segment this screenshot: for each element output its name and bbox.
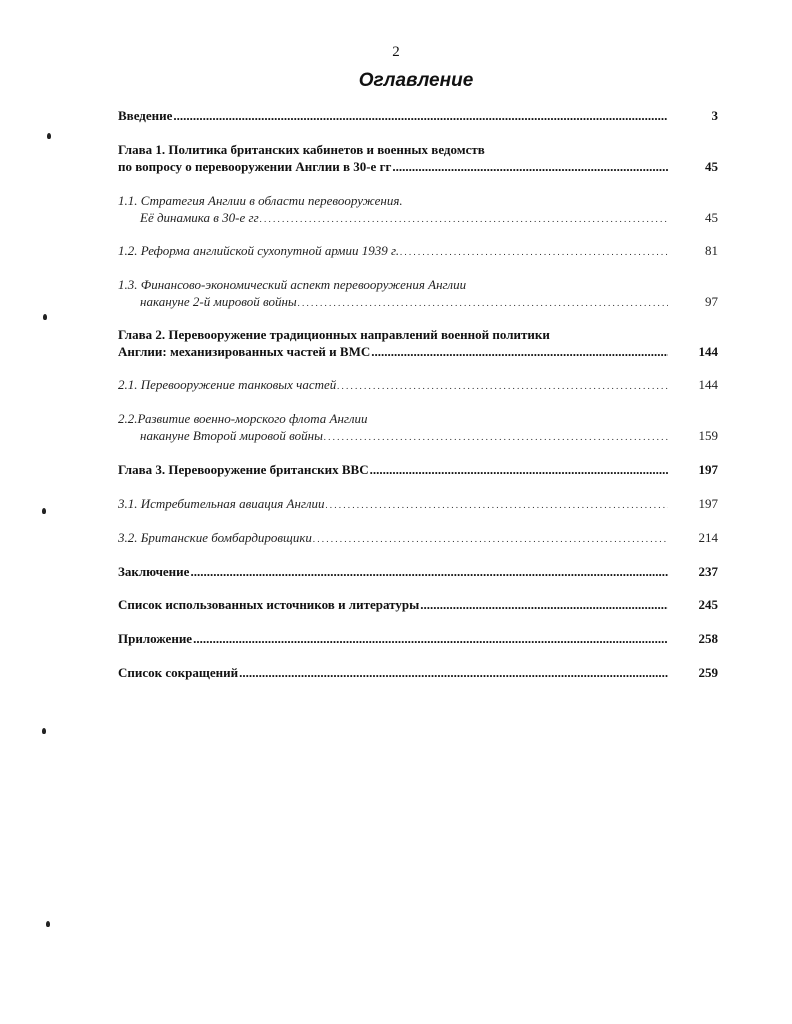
toc-entry-page: 45 bbox=[705, 210, 718, 225]
toc-entry-page: 258 bbox=[698, 631, 718, 646]
toc-entry-page: 45 bbox=[705, 159, 718, 174]
toc-entry-title-line: Её динамика в 30-е гг bbox=[140, 210, 259, 225]
scan-mark bbox=[42, 728, 46, 734]
dot-leader bbox=[370, 461, 668, 478]
toc-entry-title-line: Глава 1. Политика британских кабинетов и военных ведомств bbox=[118, 142, 485, 157]
toc-entry-title: 2.1. Перевооружение танковых частей bbox=[118, 377, 337, 392]
toc-entry-section-1-1[interactable] bbox=[118, 192, 718, 226]
toc-entry-title: Заключение bbox=[118, 564, 190, 579]
toc-entry-title-line: Глава 2. Перевооружение традиционных направлений военной политики bbox=[118, 327, 550, 342]
toc-entry-section-1-3[interactable] bbox=[118, 276, 718, 310]
toc-entry-page: 3 bbox=[711, 108, 718, 123]
dot-leader bbox=[371, 343, 668, 360]
toc-entry-title-line: по вопросу о перевооружении Англии в 30-е гг bbox=[118, 159, 392, 174]
toc-entry-title: Список использованных источников и литературы bbox=[118, 597, 420, 612]
dot-leader bbox=[392, 158, 668, 175]
dot-leader bbox=[298, 293, 668, 312]
dot-leader bbox=[400, 242, 668, 261]
toc-entry-title: Приложение bbox=[118, 631, 193, 646]
toc-entry-chapter-2[interactable] bbox=[118, 326, 718, 360]
dot-leader bbox=[193, 630, 668, 647]
dot-leader bbox=[239, 664, 668, 681]
page-number: 2 bbox=[392, 44, 400, 60]
toc-entry-page: 245 bbox=[698, 597, 718, 612]
toc-entry-title-line: 1.1. Стратегия Англии в области перевооружения. bbox=[118, 193, 403, 208]
toc-entry-conclusion[interactable] bbox=[118, 563, 718, 580]
toc-entry-title-line: накануне 2-й мировой войны bbox=[140, 294, 297, 309]
toc-entry-title: Глава 3. Перевооружение британских ВВС bbox=[118, 462, 369, 477]
scan-mark bbox=[42, 508, 46, 514]
page-title: Оглавление bbox=[358, 70, 474, 91]
toc-entry-title: Список сокращений bbox=[118, 665, 239, 680]
toc-entry-abbreviations[interactable] bbox=[118, 664, 718, 681]
toc-entry-chapter-1[interactable] bbox=[118, 141, 718, 175]
scan-mark bbox=[43, 314, 47, 320]
dot-leader bbox=[173, 107, 668, 124]
toc-entry-introduction[interactable] bbox=[118, 107, 718, 124]
toc-entry-page: 81 bbox=[705, 243, 718, 258]
toc-entry-section-2-2[interactable] bbox=[118, 410, 718, 444]
toc-entry-section-1-2[interactable] bbox=[118, 242, 718, 259]
toc-entry-page: 197 bbox=[698, 496, 718, 511]
dot-leader bbox=[324, 427, 668, 446]
toc-entry-title: 3.2. Британские бомбардировщики bbox=[118, 530, 312, 545]
toc-entry-sources[interactable] bbox=[118, 596, 718, 613]
toc-entry-title-line: 1.3. Финансово-экономический аспект перевооружения Англии bbox=[118, 277, 467, 292]
toc-entry-title: 3.1. Истребительная авиация Англии bbox=[118, 496, 325, 511]
dot-leader bbox=[337, 376, 668, 395]
toc-entry-title: Введение bbox=[118, 108, 173, 123]
toc-entry-title: 1.2. Реформа английской сухопутной армии 1939 г. bbox=[118, 243, 400, 258]
toc-entry-page: 197 bbox=[698, 462, 718, 477]
toc-entry-section-3-2[interactable] bbox=[118, 529, 718, 546]
toc-entry-chapter-3[interactable] bbox=[118, 461, 718, 478]
dot-leader bbox=[420, 596, 668, 613]
toc-entry-page: 259 bbox=[698, 665, 718, 680]
dot-leader bbox=[313, 529, 668, 548]
scan-mark bbox=[47, 133, 51, 139]
toc-entry-section-3-1[interactable] bbox=[118, 495, 718, 512]
toc-entry-title-line: Англии: механизированных частей и ВМС bbox=[118, 344, 371, 359]
toc-entry-page: 97 bbox=[705, 294, 718, 309]
toc-entry-title-line: накануне Второй мировой войны bbox=[140, 428, 323, 443]
toc-entry-appendix[interactable] bbox=[118, 630, 718, 647]
toc-entry-page: 159 bbox=[698, 428, 718, 443]
scan-mark bbox=[46, 921, 50, 927]
toc-entry-section-2-1[interactable] bbox=[118, 376, 718, 393]
toc-entry-page: 237 bbox=[698, 564, 718, 579]
toc-entry-page: 144 bbox=[698, 344, 718, 359]
dot-leader bbox=[326, 495, 669, 514]
toc-entry-title-line: 2.2.Развитие военно-морского флота Англии bbox=[118, 411, 368, 426]
toc-entry-page: 144 bbox=[698, 377, 718, 392]
toc-entry-page: 214 bbox=[698, 530, 718, 545]
dot-leader bbox=[260, 209, 668, 228]
dot-leader bbox=[190, 563, 668, 580]
